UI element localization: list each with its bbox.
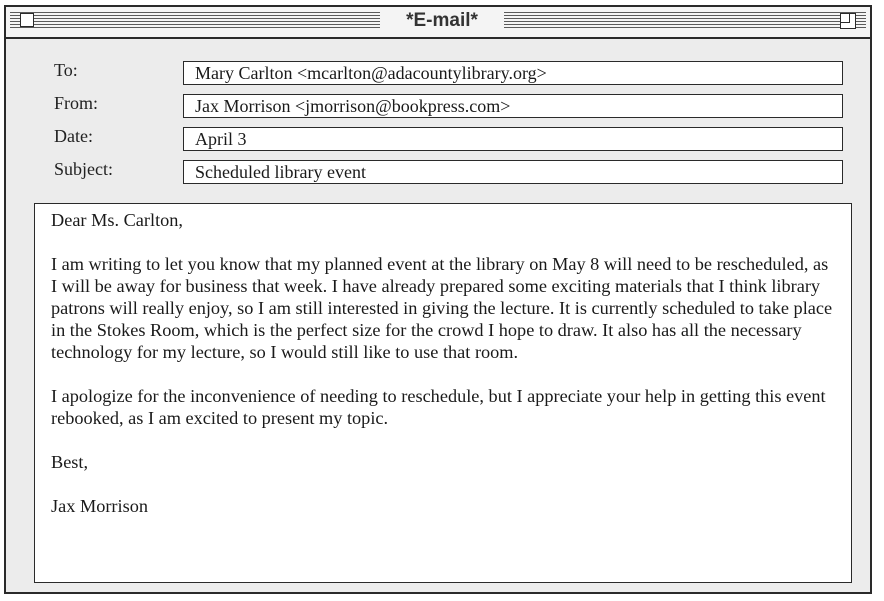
date-label: Date: bbox=[54, 126, 93, 146]
message-closing: Best, bbox=[51, 452, 89, 472]
message-signature: Jax Morrison bbox=[51, 496, 148, 516]
from-label: From: bbox=[54, 93, 99, 113]
message-paragraph-1: I am writing to let you know that my planned event at the library on May 8 will need to be rescheduled, as I will be away for business that week. I have already prepared some exciting materials that I think library patrons will really enjoy, so I am still interested in giving the lecture. It is currently scheduled to take place in the Stokes Room, which is the perfect size for the crowd I hope to draw. It also has all the necessary technology for my lecture, so I would still like to use that room. bbox=[51, 254, 833, 362]
subject-label: Subject: bbox=[54, 159, 113, 179]
message-greeting: Dear Ms. Carlton, bbox=[51, 210, 184, 230]
to-field[interactable]: Mary Carlton <mcarlton@adacountylibrary.org> bbox=[183, 61, 843, 85]
date-field[interactable]: April 3 bbox=[183, 127, 843, 151]
title-bar-stripes-right bbox=[504, 12, 866, 30]
subject-field[interactable]: Scheduled library event bbox=[183, 160, 843, 184]
title-bar[interactable] bbox=[6, 7, 870, 39]
message-body[interactable] bbox=[34, 203, 852, 583]
email-window bbox=[4, 5, 872, 594]
close-box-icon[interactable] bbox=[20, 13, 34, 27]
zoom-box-icon[interactable] bbox=[840, 13, 856, 29]
from-field[interactable]: Jax Morrison <jmorrison@bookpress.com> bbox=[183, 94, 843, 118]
title-bar-stripes-left bbox=[10, 12, 380, 30]
window-title: *E-mail* bbox=[380, 10, 504, 32]
to-label: To: bbox=[54, 60, 78, 80]
message-paragraph-2: I apologize for the inconvenience of needing to reschedule, but I appreciate your help in getting this event rebooked, as I am excited to present my topic. bbox=[51, 386, 826, 428]
